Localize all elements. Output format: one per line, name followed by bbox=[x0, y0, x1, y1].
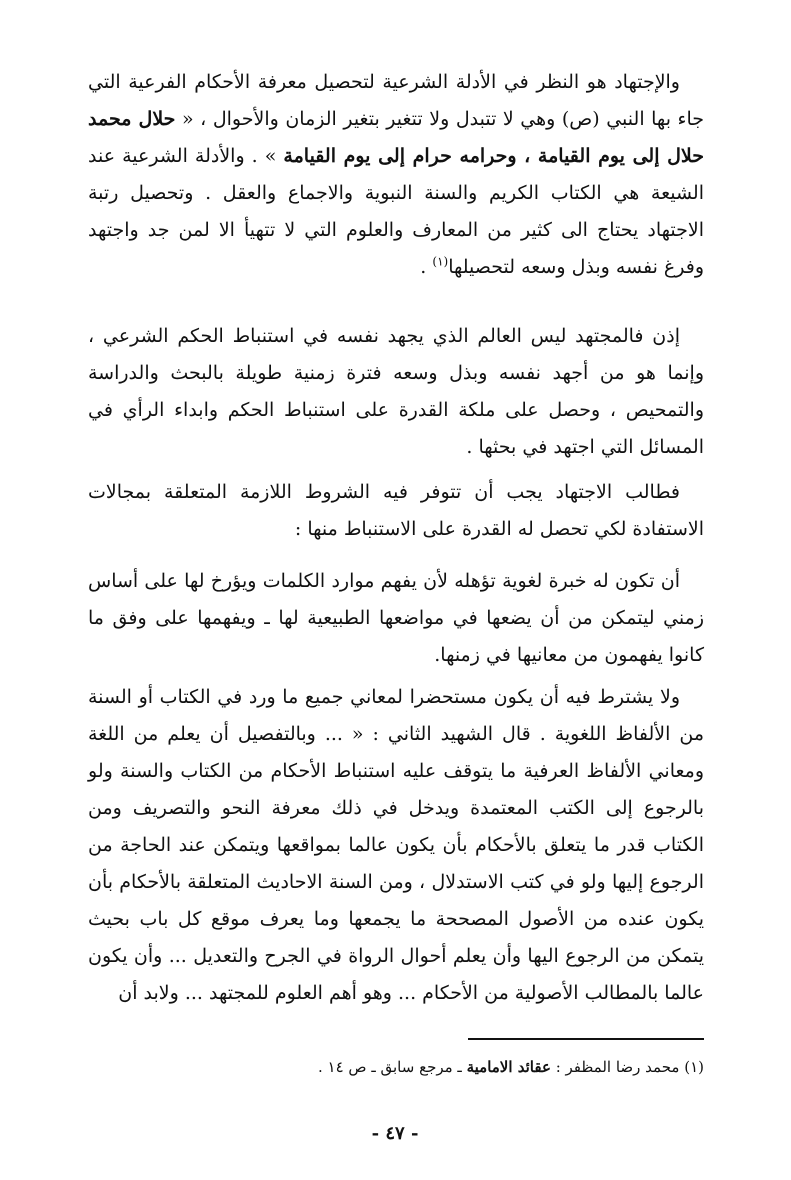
paragraph-3-text: فطالب الاجتهاد يجب أن تتوفر فيه الشروط اللازمة المتعلقة بمجالات الاستفادة لكي تحصل له القدرة على الاستنباط منها : bbox=[88, 481, 704, 540]
paragraph-5 bbox=[88, 679, 704, 1012]
paragraph-1-text-start: والإجتهاد هو النظر في الأدلة الشرعية لتحصيل معرفة الأحكام الفرعية التي جاء بها النبي (ص) وهي لا تتبدل ولا تتغير بتغير الزمان والأحوال ، « bbox=[88, 71, 705, 130]
footnote-book-title: عقائد الامامية bbox=[466, 1058, 551, 1076]
paragraph-1-text-end: » . والأدلة الشرعية عند الشيعة هي الكتاب الكريم والسنة النبوية والاجماع والعقل . وتحصيل رتبة الاجتهاد يحتاج الى كثير من المعارف والعلوم التي لا تتهيأ الا لمن جد واجتهد وفرغ نفسه وبذل وسعه لتحصيلها bbox=[88, 145, 704, 278]
paragraph-1 bbox=[88, 64, 704, 286]
paragraph-1-period: . bbox=[420, 256, 433, 278]
footnote-author: محمد رضا المظفر : bbox=[555, 1058, 680, 1076]
paragraph-1-bold-quote: حلال محمد حلال إلى يوم القيامة ، وحرامه حرام إلى يوم القيامة bbox=[88, 108, 705, 167]
page-number: - ٤٧ - bbox=[371, 1123, 419, 1144]
paragraph-3 bbox=[88, 474, 704, 548]
paragraph-4-text: أن تكون له خبرة لغوية تؤهله لأن يفهم موارد الكلمات ويؤرخ لها على أساس زمني ليتمكن من أن يضعها في مواضعها الطبيعية لها ـ ويفهمها على وفق ما كانوا يفهمون من معانيها في زمنها. bbox=[88, 570, 704, 666]
paragraph-4 bbox=[88, 563, 704, 674]
paragraph-2-text: إذن فالمجتهد ليس العالم الذي يجهد نفسه في استنباط الحكم الشرعي ، وإنما هو من أجهد نفسه وبذل وسعه فترة زمنية طويلة بالبحث والدراسة والتمحيص ، وحصل على ملكة القدرة على استنباط الحكم وابداء الرأي في المسائل التي اجتهد في بحثها . bbox=[88, 325, 704, 458]
footnote-divider bbox=[468, 1038, 704, 1040]
footnote-marker: (١) bbox=[684, 1058, 704, 1076]
footnote bbox=[88, 1055, 704, 1079]
footnote-reference: (١) bbox=[432, 254, 449, 269]
paragraph-5-text: ولا يشترط فيه أن يكون مستحضرا لمعاني جميع ما ورد في الكتاب أو السنة من الألفاظ اللغوية . قال الشهيد الثاني : « ... وبالتفصيل أن يعلم من اللغة ومعاني الألفاظ العرفية ما يتوقف عليه استنباط الأحكام من الكتاب والسنة ولو بالرجوع إلى الكتب المعتمدة ويدخل في ذلك معرفة النحو والتصريف ومن الكتاب قدر ما يتعلق بالأحكام بأن يكون عالما بمواقعها ويتمكن عند الحاجة من الرجوع إليها ولو في كتب الاستدلال ، ومن السنة الاحاديث المتعلقة بالأحكام بأن يكون عنده من الأصول المصححة ما يجمعها وما يعرف موقع كل باب بحيث يتمكن من الرجوع اليها وأن يعلم أحوال الرواة في الجرح والتعديل ... وأن يكون عالما بالمطالب الأصولية من الأحكام ... وهو أهم العلوم للمجتهد ... ولابد أن bbox=[88, 686, 704, 1004]
paragraph-2 bbox=[88, 318, 704, 466]
footnote-citation: ـ مرجع سابق ـ ص ١٤ . bbox=[317, 1058, 462, 1076]
